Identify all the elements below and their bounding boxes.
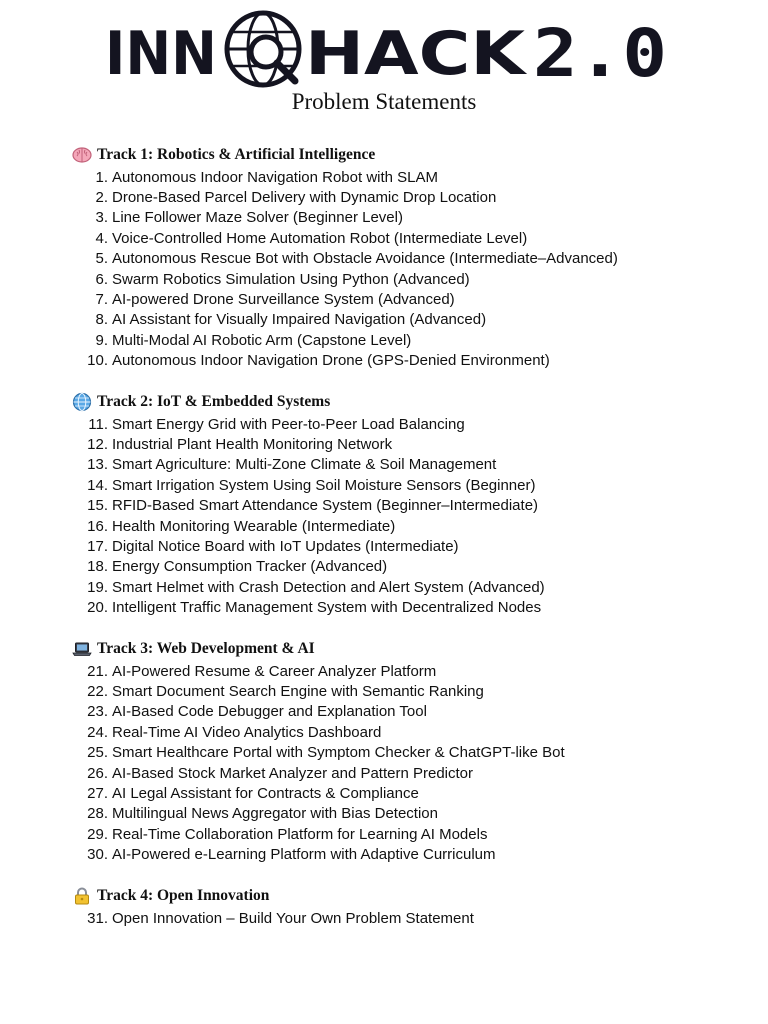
item-number: 31. — [87, 909, 108, 927]
list-item — [72, 763, 752, 783]
item-text: Health Monitoring Wearable (Intermediate) — [112, 517, 396, 535]
item-number: 2. — [95, 189, 108, 207]
list-item — [72, 804, 752, 824]
item-number: 14. — [87, 476, 108, 494]
track-title: Track 3: Web Development & AI — [97, 640, 315, 657]
item-number: 4. — [95, 229, 108, 247]
item-text: AI-Based Stock Market Analyzer and Pattern Predictor — [112, 764, 474, 782]
list-item — [72, 269, 752, 289]
logo-version: 2.0 — [533, 15, 667, 92]
track-header — [72, 390, 752, 414]
list-item — [72, 187, 752, 207]
item-number: 1. — [95, 168, 108, 186]
item-text: Smart Helmet with Crash Detection and Alert System (Advanced) — [112, 578, 545, 596]
item-number: 23. — [87, 703, 108, 721]
item-text: Real-Time AI Video Analytics Dashboard — [112, 723, 382, 741]
list-item — [72, 536, 752, 556]
item-number: 21. — [87, 662, 108, 680]
track-section-3 — [72, 637, 752, 865]
item-number: 24. — [87, 723, 108, 741]
item-number: 22. — [87, 683, 108, 701]
track-section-4 — [72, 884, 752, 928]
list-item — [72, 228, 752, 248]
list-item — [72, 310, 752, 330]
list-item — [72, 475, 752, 495]
list-item — [72, 330, 752, 350]
globe-magnifier-icon — [227, 13, 299, 85]
item-number: 27. — [87, 785, 108, 803]
brain-icon — [72, 145, 92, 165]
list-item — [72, 908, 752, 928]
item-number: 11. — [88, 415, 108, 433]
list-item — [72, 557, 752, 577]
list-item — [72, 824, 752, 844]
item-text: Multilingual News Aggregator with Bias Detection — [112, 805, 438, 823]
track-section-1 — [72, 143, 752, 371]
item-number: 26. — [87, 764, 108, 782]
item-text: AI-Powered e-Learning Platform with Adaptive Curriculum — [112, 846, 496, 864]
item-text: Swarm Robotics Simulation Using Python (Advanced) — [112, 270, 470, 288]
track-header — [72, 637, 752, 661]
list-item — [72, 249, 752, 269]
item-text: AI Legal Assistant for Contracts & Compliance — [112, 785, 419, 803]
list-item — [72, 455, 752, 475]
item-text: Smart Energy Grid with Peer-to-Peer Load Balancing — [112, 415, 465, 433]
item-number: 7. — [95, 291, 108, 309]
item-number: 12. — [87, 436, 108, 454]
laptop-icon — [72, 639, 92, 659]
item-text: AI-Powered Resume & Career Analyzer Platform — [112, 662, 437, 680]
list-item — [72, 496, 752, 516]
list-item — [72, 783, 752, 803]
item-number: 15. — [87, 497, 108, 515]
item-text: Voice-Controlled Home Automation Robot (Intermediate Level) — [112, 229, 528, 247]
track-title: Track 1: Robotics & Artificial Intelligence — [97, 146, 376, 163]
list-item — [72, 722, 752, 742]
item-text: AI Assistant for Visually Impaired Navigation (Advanced) — [112, 311, 487, 329]
item-text: Industrial Plant Health Monitoring Network — [112, 436, 393, 454]
item-text: Autonomous Rescue Bot with Obstacle Avoidance (Intermediate–Advanced) — [112, 250, 618, 268]
item-text: Smart Agriculture: Multi-Zone Climate & Soil Management — [112, 456, 497, 474]
item-text: Intelligent Traffic Management System with Decentralized Nodes — [112, 599, 542, 617]
item-text: Autonomous Indoor Navigation Drone (GPS-Denied Environment) — [112, 352, 550, 370]
item-text: Energy Consumption Tracker (Advanced) — [112, 558, 388, 576]
list-item — [72, 516, 752, 536]
track-title: Track 4: Open Innovation — [97, 887, 270, 904]
track-header — [72, 143, 752, 167]
item-text: Open Innovation – Build Your Own Problem Statement — [112, 909, 474, 927]
item-number: 13. — [87, 456, 108, 474]
item-number: 18. — [87, 558, 108, 576]
item-number: 20. — [87, 599, 108, 617]
item-number: 25. — [87, 744, 108, 762]
item-number: 10. — [87, 352, 108, 370]
item-text: RFID-Based Smart Attendance System (Beginner–Intermediate) — [112, 497, 539, 515]
item-text: Smart Irrigation System Using Soil Moisture Sensors (Beginner) — [112, 476, 536, 494]
item-number: 16. — [87, 517, 108, 535]
item-text: Drone-Based Parcel Delivery with Dynamic Drop Location — [112, 189, 497, 207]
item-number: 8. — [95, 311, 108, 329]
track-section-2 — [72, 390, 752, 618]
item-text: Autonomous Indoor Navigation Robot with SLAM — [112, 168, 439, 186]
item-number: 3. — [95, 209, 108, 227]
item-number: 19. — [87, 578, 108, 596]
track-header — [72, 884, 752, 908]
item-text: Real-Time Collaboration Platform for Learning AI Models — [112, 825, 488, 843]
globe-icon — [72, 392, 92, 412]
item-text: Line Follower Maze Solver (Beginner Level) — [112, 209, 403, 227]
list-item — [72, 351, 752, 371]
list-item — [72, 743, 752, 763]
innohack-logo — [100, 8, 680, 94]
item-text: Smart Document Search Engine with Semantic Ranking — [112, 683, 484, 701]
logo-text-left: INN — [105, 19, 217, 89]
item-text: AI-Based Code Debugger and Explanation Tool — [112, 703, 427, 721]
list-item — [72, 598, 752, 618]
item-number: 30. — [87, 846, 108, 864]
list-item — [72, 289, 752, 309]
item-text: Multi-Modal AI Robotic Arm (Capstone Level) — [112, 331, 412, 349]
page-title: Problem Statements — [291, 89, 477, 114]
track-title: Track 2: IoT & Embedded Systems — [97, 393, 331, 410]
item-number: 29. — [87, 825, 108, 843]
item-text: AI-powered Drone Surveillance System (Advanced) — [112, 291, 455, 309]
list-item — [72, 681, 752, 701]
item-number: 28. — [87, 805, 108, 823]
item-number: 9. — [95, 331, 108, 349]
list-item — [72, 434, 752, 454]
item-text: Smart Healthcare Portal with Symptom Checker & ChatGPT-like Bot — [112, 744, 565, 762]
list-item — [72, 845, 752, 865]
list-item — [72, 167, 752, 187]
lock-icon — [72, 886, 92, 906]
item-number: 6. — [95, 270, 108, 288]
item-number: 17. — [87, 538, 108, 556]
list-item — [72, 661, 752, 681]
item-number: 5. — [95, 250, 108, 268]
item-text: Digital Notice Board with IoT Updates (Intermediate) — [112, 538, 459, 556]
list-item — [72, 414, 752, 434]
list-item — [72, 702, 752, 722]
list-item — [72, 208, 752, 228]
list-item — [72, 577, 752, 597]
logo-text-right: HACK — [305, 19, 528, 89]
